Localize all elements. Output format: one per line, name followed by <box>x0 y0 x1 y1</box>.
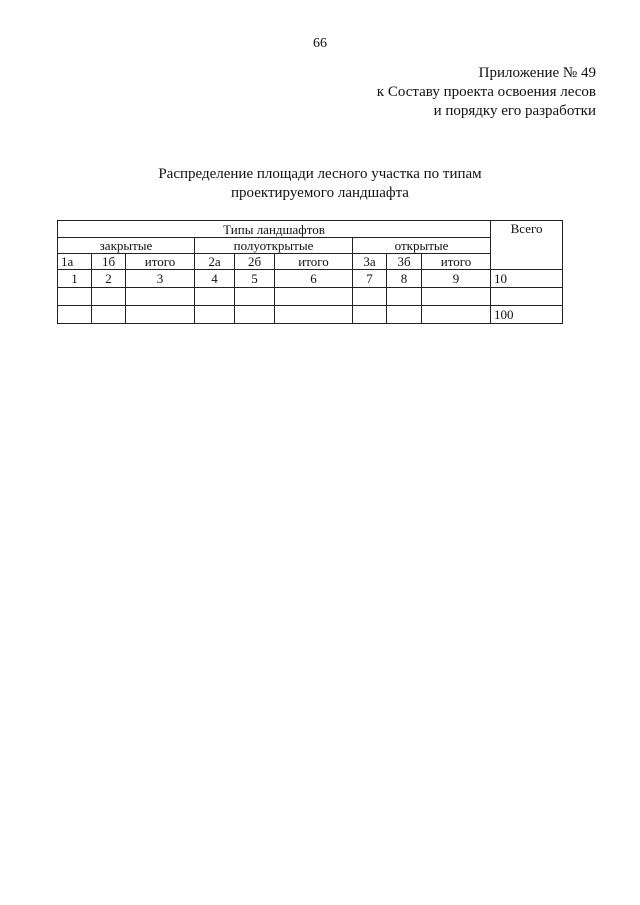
table-cell-empty <box>195 306 235 324</box>
table-cell-empty <box>422 306 491 324</box>
column-number: 10 <box>491 270 563 288</box>
table-cell-empty <box>195 288 235 306</box>
table-cell-empty <box>235 288 275 306</box>
column-number-row <box>58 270 563 288</box>
category-open: открытые <box>353 238 491 254</box>
table-cell-empty <box>126 288 195 306</box>
table-cell-empty <box>58 306 92 324</box>
column-number: 6 <box>275 270 353 288</box>
subcolumn-2a: 2а <box>195 254 235 270</box>
table-cell-empty <box>275 306 353 324</box>
table-cell-empty <box>235 306 275 324</box>
table-cell-empty <box>387 288 422 306</box>
subcolumn-3a: 3а <box>353 254 387 270</box>
column-number: 7 <box>353 270 387 288</box>
subcolumn-1a: 1а <box>58 254 92 270</box>
subcolumn-closed-total: итого <box>126 254 195 270</box>
subcolumn-3b: 3б <box>387 254 422 270</box>
page-number: 66 <box>313 36 327 51</box>
table-cell-empty <box>353 288 387 306</box>
table-cell-empty <box>58 288 92 306</box>
title-line-1: Распределение площади лесного участка по типам <box>158 166 482 182</box>
appendix-line-3: и порядку его разработки <box>433 103 596 119</box>
landscape-types-header: Типы ландшафтов <box>58 221 491 238</box>
table-row-empty <box>58 288 563 306</box>
subcolumn-open-total: итого <box>422 254 491 270</box>
table-cell-empty <box>353 306 387 324</box>
column-number: 2 <box>92 270 126 288</box>
table-cell-empty <box>126 306 195 324</box>
column-number: 4 <box>195 270 235 288</box>
title-line-2: проектируемого ландшафта <box>231 185 409 201</box>
grand-total-value: 100 <box>491 306 563 324</box>
subcolumn-semi-open-total: итого <box>275 254 353 270</box>
landscape-table <box>57 220 563 324</box>
table-cell-empty <box>92 288 126 306</box>
appendix-line-1: Приложение № 49 <box>478 65 596 81</box>
table-cell-empty <box>275 288 353 306</box>
table-cell-empty <box>387 306 422 324</box>
column-number: 5 <box>235 270 275 288</box>
total-header: Всего <box>491 221 563 270</box>
category-semi-open: полуоткрытые <box>195 238 353 254</box>
appendix-caption <box>377 64 596 121</box>
table-cell-empty <box>422 288 491 306</box>
document-title <box>0 165 640 203</box>
column-number: 1 <box>58 270 92 288</box>
table-cell-empty <box>491 288 563 306</box>
subcolumn-1b: 1б <box>92 254 126 270</box>
subcolumn-2b: 2б <box>235 254 275 270</box>
table-cell-empty <box>92 306 126 324</box>
column-number: 8 <box>387 270 422 288</box>
category-closed: закрытые <box>58 238 195 254</box>
column-number: 9 <box>422 270 491 288</box>
column-number: 3 <box>126 270 195 288</box>
appendix-line-2: к Составу проекта освоения лесов <box>376 84 596 100</box>
table-row-total <box>58 306 563 324</box>
